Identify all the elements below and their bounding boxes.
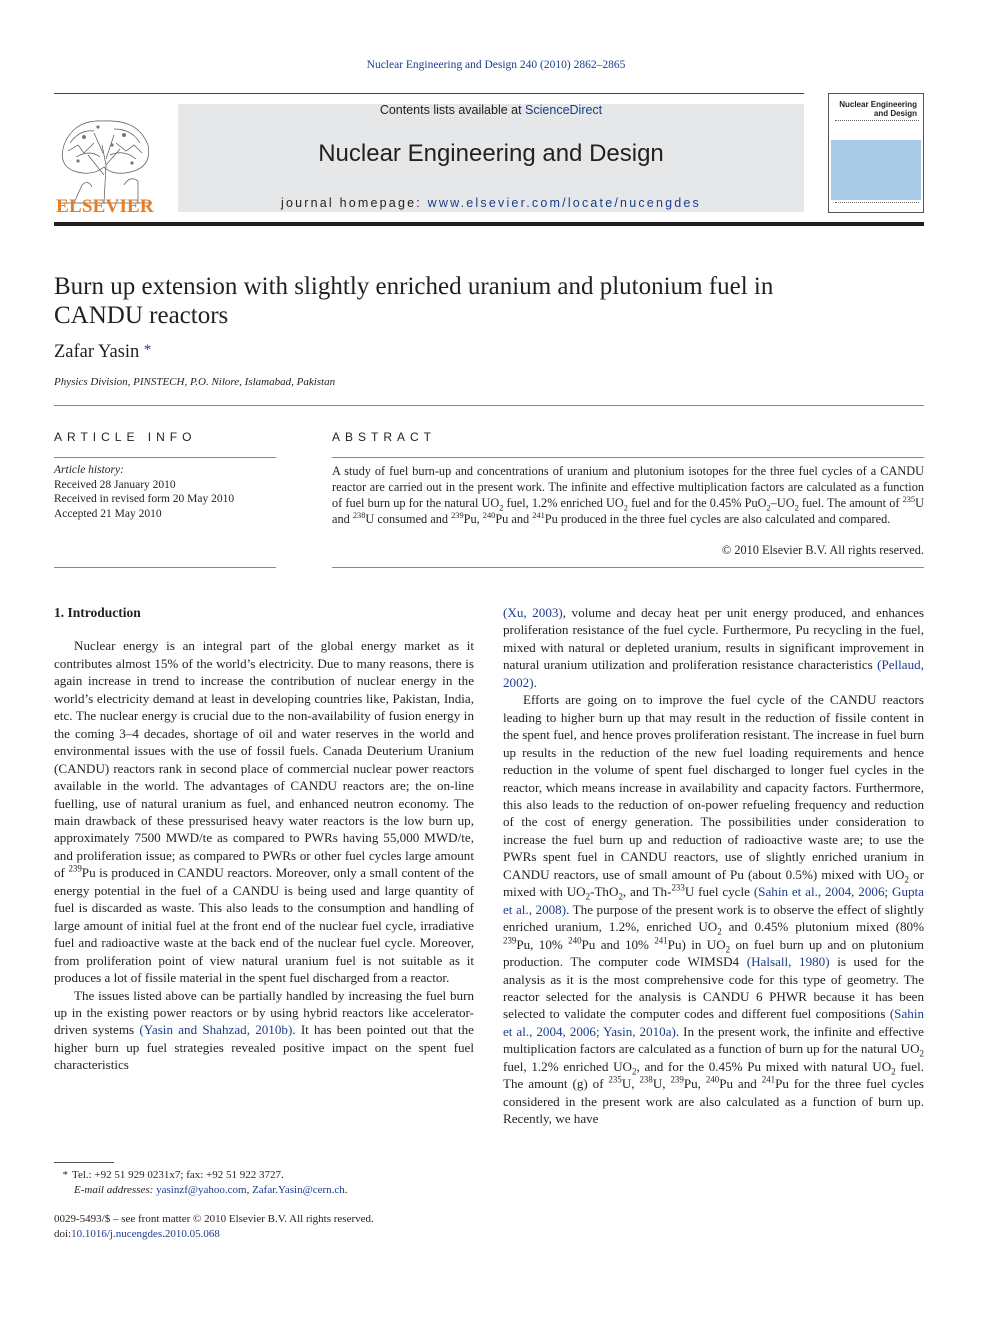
- author-footnote: [54, 1168, 474, 1198]
- sciencedirect-link[interactable]: ScienceDirect: [525, 103, 603, 117]
- citation-link[interactable]: (Xu, 2003): [503, 605, 563, 620]
- cover-divider: [835, 120, 919, 123]
- author-line: [54, 342, 151, 363]
- email-link[interactable]: Zafar.Yasin@cern.ch: [252, 1184, 345, 1196]
- homepage-link[interactable]: www.elsevier.com/locate/nucengdes: [427, 196, 702, 210]
- author-footnote-mark[interactable]: *: [143, 342, 152, 358]
- article-info-rule-top: [54, 457, 276, 458]
- citation-link[interactable]: (Yasin and Shahzad, 2010b): [139, 1022, 293, 1038]
- email-link[interactable]: yasinzf@yahoo.com: [156, 1184, 247, 1196]
- footnote-emails: E-mail addresses: yasinzf@yahoo.com, Zafar.Yasin@cern.ch.: [74, 1184, 348, 1196]
- author-affiliation: Physics Division, PINSTECH, P.O. Nilore, Islamabad, Pakistan: [54, 376, 336, 388]
- abstract-rule-top: [332, 457, 924, 458]
- paragraph-2-continued: (Xu, 2003), volume and decay heat per unit energy produced, and enhances proliferation resistance of the fuel cycle. Furthermore, Pu recycling in the fuel, mixed with natural or depleted uranium, results in significant improvement in natural uranium utilization and proliferation resistance characteristics (Pellaud, 2002).: [503, 605, 924, 690]
- citation-link[interactable]: (Sahin et al., 2004, 2006; Yasin, 2010a): [503, 1006, 924, 1039]
- article-history: [54, 463, 276, 521]
- body-column-right: [503, 604, 924, 1128]
- header-rule: [54, 93, 804, 94]
- journal-homepage-line: [178, 196, 804, 210]
- paragraph-2: The issues listed above can be partially handled by increasing the fuel burn up in the existing power reactors or by using hybrid reactors like accelerator-driven systems (Yasin and Shahzad, 2010b). It has been pointed out that the higher burn up fuel strategies revealed positive impact on the spent fuel characteristics: [54, 987, 474, 1073]
- citation-link[interactable]: (Pellaud, 2002): [503, 657, 924, 690]
- homepage-prefix: journal homepage:: [280, 196, 428, 210]
- footnote-rule: [54, 1162, 114, 1163]
- section-heading-introduction: 1. Introduction: [54, 605, 141, 620]
- paragraph-3: Efforts are going on to improve the fuel cycle of the CANDU reactors leading to higher burn up that may result in the reduction of fissile content in the spent fuel, and hence proves proliferation resistant. The increase in fuel burn up results in the reduction of the new fuel loading requirements and hence reduction in the volume of spent fuel discharged to longer fuel cycles in the reactor, which means increase in availability and capacity factors. Furthermore, this also leads to the reduction of on-power refueling frequency and reduction of the cost of energy generation. The possibilities under consideration to increase the fuel burn up and reduction of radioactive waste are; to use the PWRs spent fuel in CANDU reactors, use of slightly enriched uranium in CANDU reactors, use of small amount of Pu (about 0.5%) mixed with $UO_2$ or mixed with $UO_2-ThO_2$, and Th-$^{233}$U fuel cycle (Sahin et al., 2004, 2006; Gupta et al., 2008). The purpose of the present work is to observe the effect of slightly enriched uranium, 1.2%, enriched $UO_2$ and 0.45% plutonium mixed (80% $^{239}$Pu, 10% $^{240}$Pu and 10% $^{241}$Pu) in $UO_2$ on fuel burn up and on plutonium production. The computer code WIMSD4 (Halsall, 1980) is used for the analysis as it is the most comprehensive code for this type of geometry. The reactor selected for the analysis is CANDU 6 PHWR because it has been selected to validate the computer codes and different fuel compositions (Sahin et al., 2004, 2006; Yasin, 2010a). In the present work, the infinite and effective multiplication factors are calculated as a function of burn up for the natural $UO_2$ fuel, 1.2% enriched $UO_2$, and for the 0.45% Pu mixed with natural $UO_2$ fuel. The amount (g) of $^{235}$U, $^{238}$U, $^{239}$Pu, $^{240}$Pu and $^{241}$Pu for the three fuel cycles considered in the present work are also calculated as a function of burn up. Recently, we have: [503, 692, 925, 1127]
- contents-prefix: Contents lists available at: [379, 103, 526, 117]
- article-title: Burn up extension with slightly enriched uranium and plutonium fuel in CANDU reactors: [54, 273, 774, 329]
- issn-line: 0029-5493/$ – see front matter © 2010 Elsevier B.V. All rights reserved.: [54, 1213, 374, 1225]
- footnote-contact: * Tel.: +92 51 929 0231x7; fax: +92 51 922 3727.: [62, 1169, 284, 1181]
- doi-link[interactable]: 10.1016/j.nucengdes.2010.05.068: [71, 1228, 220, 1240]
- abstract-copyright: © 2010 Elsevier B.V. All rights reserved.: [721, 543, 924, 557]
- paragraph-1: Nuclear energy is an integral part of the global energy market as it contributes almost 15% of the world’s electricity. Due to many reasons, there is again increase in trend to increase the contribution of nuclear energy in the world’s electricity demand at least in developing countries like, Pakistan, India, etc. The nuclear energy is crucial due to the non-availability of fusion energy in the coming 3–4 decades, shortage of oil and water reserves in the world and environmental issues with the use of fossil fuels. Canada Deuterium Uranium (CANDU) reactors rank in second place of commercial nuclear power reactors available in the world. The advantages of CANDU reactors are; the on-line fuelling, use of natural uranium as fuel, and enhanced neutron economy. The main drawback of these pressurised heavy water reactors is the low burn up, approximately 7500 MWD/te as compared to PWRs having 55,000 MWD/te, and proliferation issue; as compared to PWRs or other fuel cycles large amount of $^{239}$Pu is produced in CANDU reactors. Moreover, only a small content of the energy potential in the fuel of a CANDU is being used and large quantity of fuel is discarded as waste. This also leads to the consumption and handling of large amount of initial fuel at the front end of the nuclear fuel cycle, irradiative fuel and radioactive waste at the back end of the nuclear fuel cycle. Moreover, from proliferation point of view natural uranium fuel is not suitable as it produces a lot of fissile material in the spent fuel discharged from a reactor.: [54, 638, 474, 986]
- affiliation-rule: [54, 405, 924, 406]
- history-received: Received 28 January 2010: [54, 478, 176, 491]
- author-name: Zafar Yasin: [54, 342, 140, 362]
- doi-line: doi:10.1016/j.nucengdes.2010.05.068: [54, 1228, 220, 1240]
- citation-link[interactable]: (Halsall, 1980): [746, 954, 830, 970]
- journal-title: Nuclear Engineering and Design: [318, 140, 664, 167]
- history-revised: Received in revised form 20 May 2010: [54, 493, 235, 506]
- header-thick-rule: [54, 222, 924, 226]
- history-accepted: Accepted 21 May 2010: [54, 507, 162, 520]
- citation-link[interactable]: (Sahin et al., 2004, 2006; Gupta et al., 2008): [503, 884, 924, 917]
- history-label: Article history:: [54, 464, 124, 476]
- contents-available-line: [178, 103, 804, 117]
- cover-title: Nuclear Engineering and Design: [839, 100, 917, 118]
- front-matter: [54, 1212, 474, 1242]
- cover-blue-panel: [831, 140, 921, 200]
- journal-cover-thumbnail[interactable]: [828, 93, 924, 213]
- article-info-heading: ARTICLE INFO: [54, 430, 197, 444]
- elsevier-wordmark: ELSEVIER: [56, 196, 154, 217]
- article-info-rule-bottom: [54, 567, 276, 568]
- journal-citation[interactable]: Nuclear Engineering and Design 240 (2010) 2862–2865: [366, 59, 626, 71]
- abstract-text: A study of fuel burn-up and concentrations of uranium and plutonium isotopes for the three fuel cycles of a CANDU reactor are carried out in the present work. The infinite and effective multiplication factors are calculated as a function of fuel burn up for the natural $UO_2$ fuel, 1.2% enriched $UO_2$ fuel and for the 0.45% $PuO_2-UO_2$ fuel. The amount of $^{235}$U and $^{238}$U consumed and $^{239}$Pu, $^{240}$Pu and $^{241}$Pu produced in the three fuel cycles are also calculated and compared.: [332, 464, 924, 526]
- body-column-left: [54, 604, 474, 1074]
- abstract-heading: ABSTRACT: [332, 430, 437, 444]
- cover-footer: [835, 202, 919, 210]
- abstract-rule-bottom: [332, 567, 924, 568]
